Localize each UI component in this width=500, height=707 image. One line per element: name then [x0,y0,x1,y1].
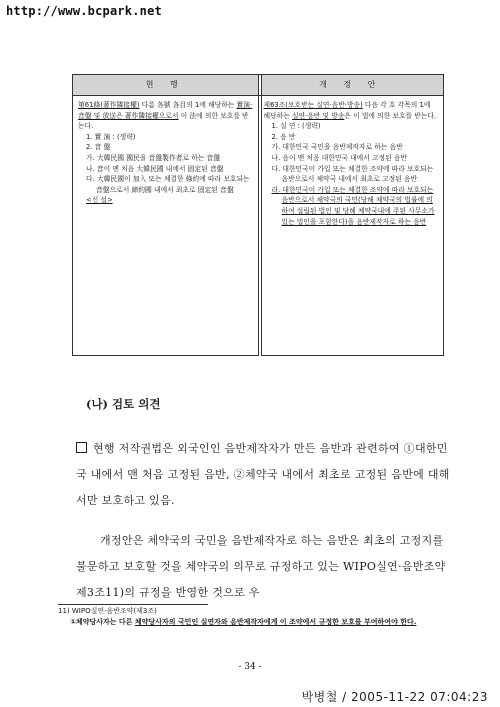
footnote-body [58,617,448,628]
current-item2-na: 나. 音이 맨 처음 大韓民國 내에서 固定된 音盤 [86,164,224,173]
amend-intro [264,100,439,121]
page-number: - 34 - [238,662,262,672]
footnote-body-plain: ①체약당사자는 다른 [70,618,135,626]
current-item2-ga: 가. 大韓民國 國民을 音盤製作者로 하는 音盤 [86,153,221,162]
current-intro-end: 이 法에 의한 보호를 받는다. [78,111,249,131]
amend-item2: 2. 음 반 [271,132,296,141]
review-paragraph-amendment: 개정안은 체약국의 국민을 음반제작자로 하는 음반은 최초의 고정지를 불문하고 보호할 것을 체약국의 의무로 규정하고 있는 WIPO실연·음반조약 제3조11)의 규정을 반영한 것으로 우 [76,534,446,599]
current-article-title: 第61條(著作隣接權) [78,101,140,109]
comparison-table [72,74,444,356]
current-intro-underlined: 實演·音盤 및 放送은 著作隣接權으로서 [78,101,253,120]
header-current-law: 현 행 [73,75,259,95]
table-body [73,96,443,356]
footnote-body-underlined: 체약당사자의 국민인 실연자와 음반제작자에게 이 조약에서 규정한 보호를 부여하여야 한다. [134,618,417,626]
amend-intro-end: 은 이 법에 의한 보호를 받는다. [344,111,437,120]
amend-item2-ra-new: 라. 대한민국이 가입 또는 체결한 조약에 따라 보호되는 음반으로서 체약국의 국민(당해 체약국의 법률에 의하여 설립된 법인 및 당해 체약국내에 주된 사무소가 있는 법인을 포함한다)을 음반제작자로 하는 음반 [271,185,435,226]
current-item2-da: 다. 大韓民國이 加入 또는 체결한 條約에 따라 보호되는 音盤으로서 締約國 내에서 최초로 固定된 音盤 [86,175,250,194]
checkbox-bullet-icon [76,442,87,453]
current-item1: 1. 實 演 : (생략) [86,132,136,141]
section-title: (나) 검토 의견 [86,397,161,411]
footnote [58,606,448,628]
amend-item2-da: 다. 대한민국이 가입 또는 체결한 조약에 따라 보호되는 음반으로서 체약국 내에서 최초로 고정된 음반 [271,164,434,184]
amend-item2-na: 나. 음이 맨 처음 대한민국 내에서 고정된 음반 [271,153,407,162]
review-paragraph-current-law [76,436,456,514]
amend-intro-underlined: 실연·음반 및 방송 [291,111,345,120]
table-header [73,75,443,96]
current-new-placeholder: <신 설> [86,196,113,205]
current-law-column [73,96,259,356]
amend-item1: 1. 실 연 : (생략) [271,122,321,131]
print-stamp: 박병철 / 2005-11-22 07:04:23 [301,690,488,704]
footnote-divider [58,604,208,605]
amend-article-title: 제63조(보호받는 실연·음반·방송) [263,101,363,109]
amend-item2-ga: 가. 대한민국 국민을 음반제작자로 하는 음반 [271,143,403,152]
current-intro [78,100,253,132]
review-paragraph-current-law-text: 현행 저작권법은 외국인인 음반제작자가 만든 음반과 관련하여 ①대한민국 내에서 맨 처음 고정된 음반, ②체약국 내에서 최초로 고정된 음반에 대해서만 보호하고 있음. [76,442,450,507]
current-item2: 2. 音 盤 [86,143,111,152]
amendment-column [259,96,444,356]
footnote-head: 11) WIPO실연·음반조약(제3조) [58,607,157,615]
header-amendment: 개 정 안 [319,80,383,89]
current-intro-text: 다름 各號 各目의 1에 해당하는 [139,101,237,109]
amend-intro-text: 다음 각 호 각목의 1에 해당하는 [263,101,431,120]
watermark-url: http://www.bcpark.net [6,4,162,18]
